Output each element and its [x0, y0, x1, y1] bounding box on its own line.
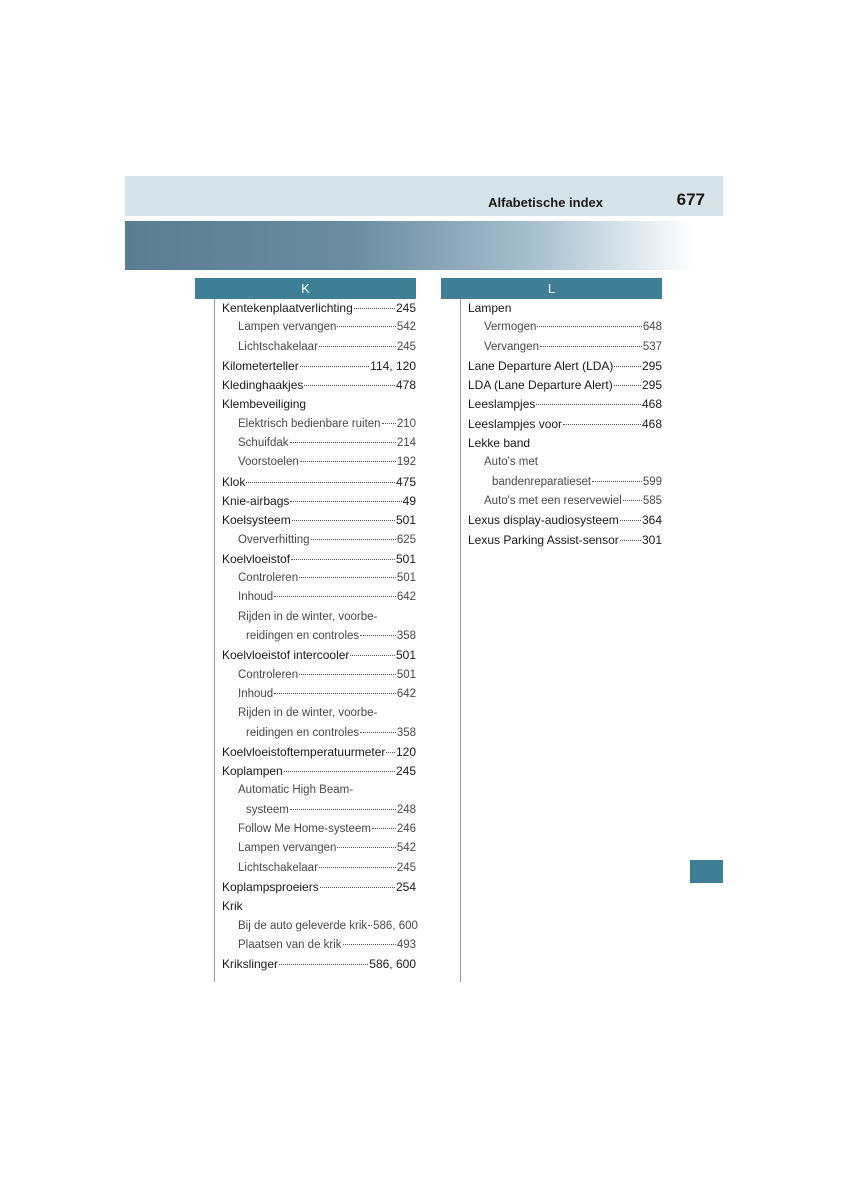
index-entry-page: 245 — [395, 301, 416, 315]
index-entry-page: 542 — [396, 842, 416, 855]
index-entry-label: Kilometerteller — [222, 358, 299, 373]
index-entry-label: Lane Departure Alert (LDA) — [468, 358, 614, 373]
index-entry-page: 301 — [641, 532, 662, 547]
index-entry — [222, 569, 416, 588]
index-entry-label: Controleren — [238, 668, 299, 681]
index-column-l — [468, 299, 662, 550]
index-entry — [222, 395, 416, 414]
index-entry-page: 648 — [642, 321, 662, 334]
index-entry — [222, 704, 416, 723]
index-entry-label: reidingen en controles — [246, 726, 360, 739]
letter-header-l: L — [441, 278, 662, 299]
index-entry-label: Krik — [222, 899, 243, 914]
index-entry — [222, 588, 416, 607]
index-entry-label: Klembeveiliging — [222, 397, 307, 412]
index-entry-label: bandenreparatieset — [492, 475, 592, 488]
dot-leader — [620, 540, 641, 541]
index-entry-page: 537 — [642, 340, 662, 353]
index-entry-page: 501 — [395, 648, 416, 663]
index-entry — [222, 492, 416, 511]
index-entry — [222, 453, 416, 472]
index-entry-page: 295 — [641, 378, 662, 393]
index-entry-label: Elektrisch bedienbare ruiten — [238, 417, 381, 430]
dot-leader — [337, 847, 395, 848]
index-entry-label: Follow Me Home-systeem — [238, 823, 371, 836]
index-entry — [468, 357, 662, 376]
column-divider — [214, 299, 215, 982]
index-entry-page: 586, 600 — [373, 919, 418, 932]
index-entry-page: 501 — [396, 668, 416, 681]
section-tab-marker — [690, 860, 723, 883]
page-header — [125, 176, 723, 216]
dot-leader — [368, 925, 372, 926]
index-entry-label: Controleren — [238, 572, 299, 585]
decorative-band — [125, 221, 695, 270]
index-entry-page: 254 — [395, 879, 416, 894]
index-entry-label: Knie-airbags — [222, 493, 290, 508]
dot-leader — [386, 752, 395, 753]
index-entry — [222, 627, 416, 646]
dot-leader — [620, 520, 641, 521]
index-entry — [468, 531, 662, 550]
index-entry-label: Krikslinger — [222, 957, 279, 972]
dot-leader — [563, 424, 641, 425]
dot-leader — [246, 482, 395, 483]
index-entry-page: 625 — [396, 533, 416, 546]
index-entry — [222, 338, 416, 357]
index-entry-label: Lampen vervangen — [238, 842, 337, 855]
index-entry-page: 114, 120 — [370, 358, 416, 373]
index-entry-label: Kledinghaakjes — [222, 378, 304, 393]
index-entry — [222, 936, 416, 955]
index-entry-page: 358 — [396, 726, 416, 739]
letter-header-k: K — [195, 278, 416, 299]
index-entry — [222, 743, 416, 762]
index-entry-label: Rijden in de winter, voorbe- — [238, 610, 378, 623]
index-entry-label: Schuifdak — [238, 437, 289, 450]
index-entry-label: systeem — [246, 803, 289, 816]
dot-leader — [284, 771, 395, 772]
dot-leader — [354, 308, 395, 309]
dot-leader — [372, 828, 396, 829]
index-entry-page: 501 — [395, 551, 416, 566]
index-entry — [468, 511, 662, 530]
index-entry-page: 542 — [396, 321, 416, 334]
index-entry-page: 358 — [396, 630, 416, 643]
index-entry — [468, 376, 662, 395]
index-entry-page: 49 — [402, 493, 416, 508]
index-entry-label: Koelvloeistoftemperatuurmeter — [222, 744, 386, 759]
index-entry-page: 192 — [396, 456, 416, 469]
index-entry-page: 585 — [642, 494, 662, 507]
dot-leader — [290, 809, 396, 810]
index-entry — [468, 473, 662, 492]
index-entry — [468, 453, 662, 472]
index-entry-label: Lexus display-audiosysteem — [468, 513, 619, 528]
index-entry-label: reidingen en controles — [246, 630, 360, 643]
dot-leader — [311, 539, 396, 540]
index-entry-label: Klok — [222, 474, 246, 489]
index-entry-page: 364 — [641, 513, 662, 528]
dot-leader — [300, 461, 396, 462]
index-entry-label: Lichtschakelaar — [238, 340, 318, 353]
index-entry-page: 478 — [395, 378, 416, 393]
index-entry — [222, 685, 416, 704]
index-entry-page: 245 — [396, 861, 416, 874]
dot-leader — [304, 385, 395, 386]
index-entry — [222, 762, 416, 781]
index-entry — [468, 415, 662, 434]
dot-leader — [537, 326, 641, 327]
index-entry — [468, 434, 662, 453]
index-entry-page: 501 — [396, 572, 416, 585]
dot-leader — [290, 501, 401, 502]
index-entry — [222, 859, 416, 878]
index-entry — [222, 434, 416, 453]
index-entry — [468, 299, 662, 318]
dot-leader — [350, 655, 395, 656]
dot-leader — [299, 674, 396, 675]
index-entry — [222, 917, 416, 936]
index-entry-label: Automatic High Beam- — [238, 784, 354, 797]
index-entry-label: Koelvloeistof — [222, 551, 291, 566]
index-entry — [222, 318, 416, 337]
index-entry-label: Auto's met een reservewiel — [484, 494, 622, 507]
index-entry-label: Leeslampjes voor — [468, 416, 563, 431]
index-entry-label: Kentekenplaatverlichting — [222, 301, 353, 315]
index-entry — [222, 415, 416, 434]
index-entry-page: 468 — [641, 416, 662, 431]
index-entry — [222, 666, 416, 685]
index-entry-page: 468 — [641, 397, 662, 412]
index-entry-label: Lichtschakelaar — [238, 861, 318, 874]
index-entry — [222, 839, 416, 858]
dot-leader — [592, 481, 642, 482]
index-entry — [222, 724, 416, 743]
index-entry-label: Koplampsproeiers — [222, 879, 319, 894]
dot-leader — [614, 385, 641, 386]
index-entry-label: Lampen vervangen — [238, 321, 337, 334]
dot-leader — [343, 944, 396, 945]
dot-leader — [279, 964, 368, 965]
dot-leader — [319, 346, 396, 347]
index-entry-label: Inhoud — [238, 687, 274, 700]
dot-leader — [337, 326, 395, 327]
index-entry — [222, 299, 416, 318]
index-entry — [468, 395, 662, 414]
index-entry-page: 475 — [395, 474, 416, 489]
index-entry-page: 642 — [396, 687, 416, 700]
index-entry — [222, 473, 416, 492]
index-entry-page: 245 — [395, 764, 416, 779]
dot-leader — [536, 404, 641, 405]
index-entry-label: Lekke band — [468, 436, 531, 451]
dot-leader — [300, 366, 369, 367]
index-entry-label: Vervangen — [484, 340, 539, 353]
index-entry-page: 501 — [395, 513, 416, 528]
dot-leader — [320, 887, 395, 888]
index-entry-label: Lexus Parking Assist-sensor — [468, 532, 619, 547]
section-title: Alfabetische index — [488, 195, 603, 210]
index-entry-label: Leeslampjes — [468, 397, 536, 412]
index-entry — [222, 781, 416, 800]
index-entry-page: 214 — [396, 437, 416, 450]
index-entry — [222, 801, 416, 820]
dot-leader — [274, 693, 396, 694]
index-entry — [468, 492, 662, 511]
index-column-k — [222, 299, 416, 974]
dot-leader — [540, 346, 642, 347]
dot-leader — [360, 732, 396, 733]
index-entry-label: Voorstoelen — [238, 456, 299, 469]
index-entry — [222, 820, 416, 839]
index-entry — [468, 338, 662, 357]
index-entry-page: 599 — [642, 475, 662, 488]
dot-leader — [382, 423, 396, 424]
index-entry — [222, 878, 416, 897]
index-entry-label: Koelvloeistof intercooler — [222, 648, 350, 663]
dot-leader — [299, 577, 396, 578]
index-entry-label: Plaatsen van de krik — [238, 938, 342, 951]
index-entry — [222, 550, 416, 569]
index-entry-page: 642 — [396, 591, 416, 604]
index-entry — [222, 955, 416, 974]
dot-leader — [319, 867, 396, 868]
index-entry-page: 248 — [396, 803, 416, 816]
index-entry — [222, 897, 416, 916]
index-entry — [222, 511, 416, 530]
index-entry-page: 120 — [395, 744, 416, 759]
index-entry-label: Koelsysteem — [222, 513, 291, 528]
index-entry-label: Oververhitting — [238, 533, 310, 546]
index-entry-label: Bij de auto geleverde krik — [238, 919, 368, 932]
index-entry-page: 210 — [396, 417, 416, 430]
index-entry-label: Inhoud — [238, 591, 274, 604]
dot-leader — [274, 596, 396, 597]
index-entry-label: Koplampen — [222, 764, 283, 779]
dot-leader — [360, 635, 396, 636]
index-entry — [222, 376, 416, 395]
index-entry-page: 586, 600 — [369, 957, 416, 972]
index-entry — [222, 608, 416, 627]
column-divider — [460, 299, 461, 982]
dot-leader — [292, 520, 395, 521]
page-number: 677 — [676, 190, 705, 209]
index-entry-page: 295 — [641, 358, 662, 373]
index-entry-label: Vermogen — [484, 321, 537, 334]
index-entry-page: 493 — [396, 938, 416, 951]
index-entry — [222, 646, 416, 665]
index-entry — [222, 531, 416, 550]
index-entry-label: LDA (Lane Departure Alert) — [468, 378, 613, 393]
dot-leader — [614, 366, 641, 367]
index-entry-label: Rijden in de winter, voorbe- — [238, 707, 378, 720]
index-entry — [468, 318, 662, 337]
dot-leader — [291, 559, 395, 560]
index-entry-page: 246 — [396, 823, 416, 836]
index-entry — [222, 357, 416, 376]
index-entry-label: Auto's met — [484, 456, 538, 469]
dot-leader — [623, 500, 642, 501]
dot-leader — [290, 442, 396, 443]
index-entry-page: 245 — [396, 340, 416, 353]
index-entry-label: Lampen — [468, 301, 512, 315]
